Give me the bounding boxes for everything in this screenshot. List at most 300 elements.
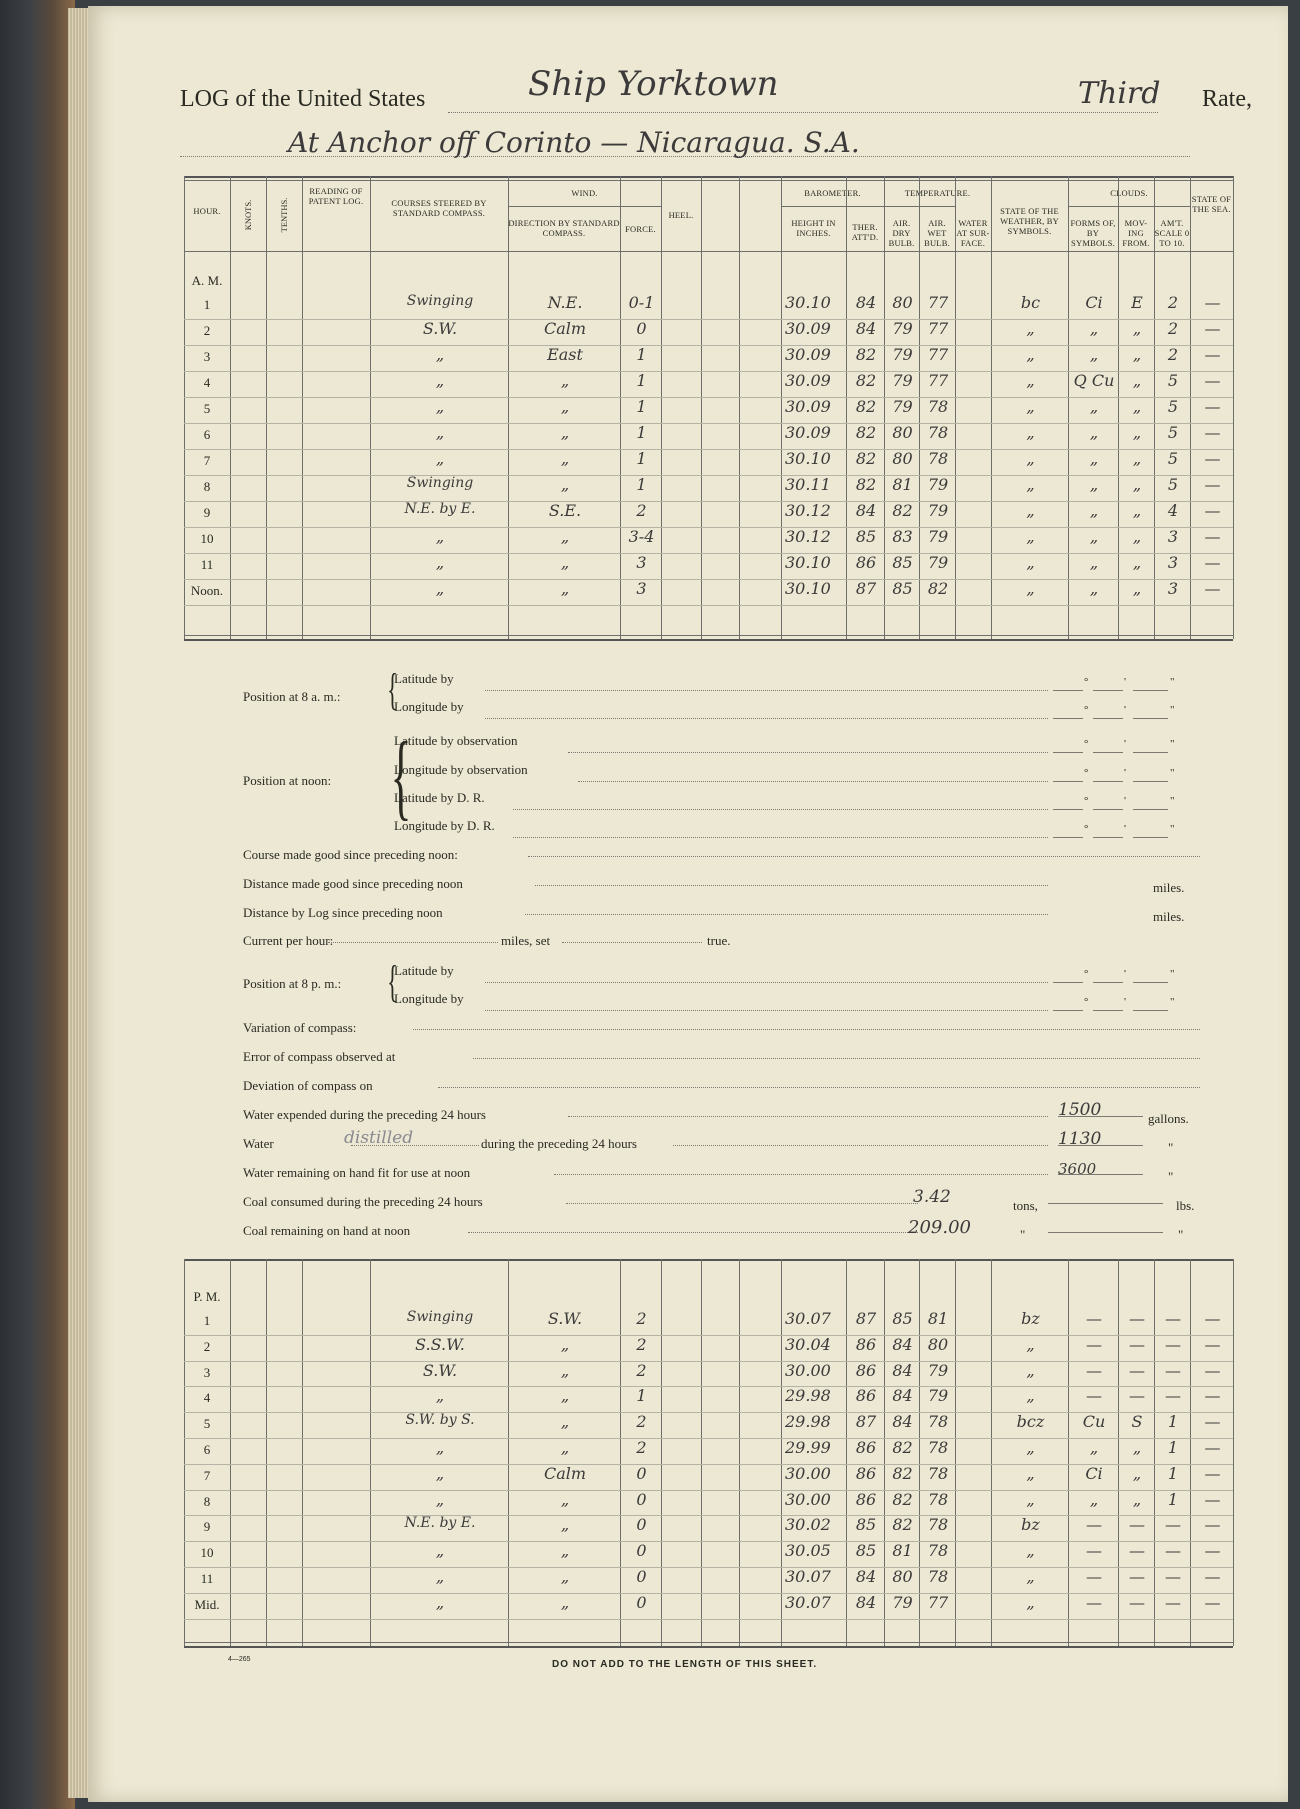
- log-entry-weather: „: [1026, 1463, 1035, 1483]
- log-entry-forms: —: [1086, 1334, 1102, 1354]
- table-column-rule: [1154, 176, 1155, 639]
- length-notice: DO NOT ADD TO THE LENGTH OF THIS SHEET.: [552, 1659, 818, 1670]
- minute-field: [1093, 837, 1123, 838]
- log-entry-wet: 77: [927, 345, 949, 364]
- leader-line: [568, 1116, 1048, 1117]
- log-entry-wet: 77: [927, 293, 949, 312]
- minute-field: [1093, 781, 1123, 782]
- log-entry-sea: —: [1204, 319, 1221, 338]
- second-field: [1133, 982, 1168, 983]
- coal-consumed-label: Coal consumed during the preceding 24 hours: [243, 1194, 483, 1209]
- log-entry-force: 1: [636, 345, 647, 364]
- log-entry-forms: „: [1089, 501, 1099, 520]
- log-entry-dir: N.E.: [547, 293, 583, 312]
- log-entry-wet: 82: [927, 579, 949, 598]
- log-entry-weather: bz: [1021, 1309, 1040, 1328]
- log-entry-sea: —: [1204, 579, 1221, 598]
- degree-field: [1053, 809, 1083, 810]
- leader-line: [468, 1232, 918, 1233]
- log-entry-dir: S.W.: [547, 1309, 583, 1328]
- latitude-8pm-label: Latitude by: [394, 963, 454, 978]
- form-number: 4—265: [228, 1656, 251, 1663]
- temperature-header: TEMPERATURE.: [904, 188, 971, 198]
- hour-cell: Noon.: [190, 583, 224, 598]
- hour-cell: 4: [203, 375, 211, 390]
- current-label: Current per hour:: [243, 933, 334, 948]
- log-entry-wet: 78: [927, 449, 949, 468]
- table-bottom-rule: [184, 639, 1233, 641]
- log-entry-ther: 82: [855, 345, 877, 364]
- log-entry-amount: 5: [1167, 397, 1179, 416]
- leader-line: [554, 1174, 1048, 1175]
- log-entry-course: S.W. by S.: [405, 1412, 475, 1429]
- log-entry-height: 29.99: [785, 1438, 831, 1457]
- log-entry-height: 29.98: [785, 1412, 831, 1432]
- log-entry-moving: „: [1132, 371, 1142, 390]
- second-field: [1133, 781, 1168, 782]
- log-entry-course: „: [435, 1386, 445, 1406]
- log-entry-weather: bz: [1021, 1515, 1040, 1535]
- log-entry-wet: 78: [927, 1541, 949, 1561]
- minute-mark: ': [1124, 704, 1126, 716]
- log-entry-sea: —: [1204, 1412, 1221, 1432]
- log-entry-dry: 82: [892, 1463, 913, 1483]
- log-entry-dry: 79: [892, 1592, 913, 1612]
- hour-cell: 7: [203, 1467, 211, 1483]
- log-entry-moving: —: [1129, 1386, 1145, 1406]
- gallons-unit: gallons.: [1148, 1111, 1189, 1126]
- table-column-rule: [781, 176, 782, 639]
- log-entry-dry: 83: [892, 527, 913, 546]
- log-entry-height: 30.02: [785, 1515, 831, 1535]
- section-label: P. M.: [193, 1289, 221, 1304]
- log-entry-wet: 77: [927, 371, 949, 390]
- log-entry-weather: „: [1026, 449, 1035, 468]
- hour-cell: 7: [203, 453, 211, 468]
- log-entry-course: „: [435, 1438, 445, 1457]
- log-entry-force: 0: [636, 319, 647, 338]
- log-entry-ther: 86: [855, 1463, 877, 1483]
- log-entry-ther: 84: [855, 1567, 877, 1586]
- log-entry-sea: —: [1204, 501, 1221, 520]
- log-entry-wet: 78: [927, 423, 949, 442]
- log-entry-course: Swinging: [406, 293, 474, 309]
- log-entry-amount: 1: [1167, 1489, 1179, 1509]
- log-entry-amount: 3: [1167, 527, 1179, 546]
- degree-field: [1053, 982, 1083, 983]
- log-entry-course: S.S.W.: [415, 1334, 465, 1354]
- degree-mark: °: [1084, 676, 1089, 688]
- log-entry-height: 30.00: [785, 1463, 831, 1483]
- log-entry-course: „: [435, 579, 445, 598]
- log-entry-weather: „: [1026, 371, 1035, 390]
- table-column-rule: [1118, 1259, 1119, 1646]
- coal-rem-lbs-field: [1048, 1232, 1163, 1233]
- log-entry-sea: —: [1204, 1309, 1221, 1328]
- table-column-rule: [955, 176, 956, 639]
- log-entry-forms: „: [1089, 397, 1099, 416]
- minute-mark: ': [1124, 676, 1126, 688]
- table-column-rule: [846, 176, 847, 639]
- wind-force-header: FORCE.: [625, 224, 656, 234]
- coal-remaining-value: 209.00: [908, 1217, 971, 1238]
- second-field: [1133, 752, 1168, 753]
- baro-subrule: [781, 206, 955, 207]
- water-remaining-label: Water remaining on hand fit for use at noon: [243, 1165, 471, 1180]
- log-entry-forms: Ci: [1085, 1463, 1103, 1483]
- hour-cell: 1: [203, 1313, 211, 1328]
- log-entry-ther: 84: [855, 293, 877, 312]
- degree-mark: °: [1084, 767, 1089, 779]
- log-entry-course: „: [435, 397, 445, 416]
- hour-cell: 8: [203, 479, 211, 494]
- log-entry-dir: East: [547, 345, 583, 364]
- log-entry-moving: S: [1131, 1412, 1143, 1432]
- log-entry-course: „: [435, 371, 445, 390]
- log-entry-weather: „: [1026, 553, 1035, 572]
- log-entry-course: „: [435, 423, 445, 442]
- sea-header: STATE OF THE SEA.: [1191, 194, 1232, 214]
- log-entry-dry: 82: [892, 1489, 913, 1509]
- degree-mark: °: [1084, 795, 1089, 807]
- table-bottom-rule-2: [184, 1642, 1233, 1643]
- log-entry-course: Swinging: [406, 475, 474, 491]
- log-entry-force: 1: [636, 1386, 647, 1406]
- log-entry-dir: „: [560, 1438, 570, 1457]
- log-entry-amount: 2: [1167, 345, 1179, 364]
- log-entry-moving: „: [1132, 1438, 1142, 1457]
- log-entry-dry: 85: [892, 1309, 913, 1328]
- hour-cell: 9: [203, 1519, 211, 1535]
- position-8pm-label: Position at 8 p. m.:: [243, 976, 342, 991]
- knots-header: KNOTS.: [243, 199, 253, 231]
- hour-cell: 5: [203, 401, 211, 416]
- table-column-rule: [1233, 176, 1234, 639]
- brace-8pm: {: [387, 957, 398, 1006]
- log-entry-moving: „: [1132, 527, 1142, 546]
- log-entry-force: 0: [636, 1515, 647, 1535]
- log-entry-weather: „: [1026, 1541, 1035, 1561]
- log-entry-amount: 5: [1167, 423, 1179, 442]
- table-column-rule: [508, 1259, 509, 1646]
- log-entry-moving: —: [1129, 1567, 1145, 1586]
- wind-direction-header: DIRECTION BY STANDARD COMPASS.: [508, 218, 620, 238]
- heel-header: HEEL.: [668, 210, 694, 220]
- log-entry-moving: —: [1129, 1360, 1145, 1380]
- log-entry-wet: 79: [927, 1386, 949, 1406]
- log-entry-height: 30.11: [785, 475, 831, 494]
- log-entry-sea: —: [1204, 293, 1221, 312]
- water-distilled-value: 1130: [1058, 1129, 1102, 1149]
- hour-cell: 9: [203, 505, 211, 520]
- course-good-label: Course made good since preceding noon:: [243, 847, 458, 862]
- log-entry-forms: „: [1089, 475, 1099, 494]
- log-entry-moving: „: [1132, 397, 1142, 416]
- log-entry-moving: —: [1129, 1541, 1145, 1561]
- hour-cell: 1: [203, 297, 211, 312]
- minute-field: [1093, 1010, 1123, 1011]
- baro-ther-header: THER. ATT'D.: [851, 222, 879, 242]
- brace-noon: {: [390, 722, 412, 829]
- log-entry-amount: 5: [1167, 449, 1179, 468]
- log-entry-wet: 77: [927, 1592, 949, 1612]
- second-field: [1133, 1010, 1168, 1011]
- table-top-rule: [184, 1259, 1233, 1261]
- hour-cell: 11: [200, 557, 214, 572]
- log-entry-sea: —: [1204, 397, 1221, 416]
- log-entry-wet: 80: [927, 1334, 949, 1354]
- log-entry-wet: 78: [927, 1412, 949, 1432]
- log-entry-dir: „: [560, 1567, 570, 1586]
- log-entry-sea: —: [1204, 423, 1221, 442]
- leader-line: [485, 690, 1048, 691]
- table-bottom-rule-2: [184, 635, 1233, 636]
- log-entry-sea: —: [1204, 371, 1221, 390]
- log-entry-weather: „: [1026, 397, 1035, 416]
- log-entry-moving: „: [1132, 579, 1142, 598]
- set-leader: [562, 942, 702, 943]
- log-entry-height: 30.09: [785, 371, 831, 390]
- log-entry-weather: „: [1026, 423, 1035, 442]
- deviation-label: Deviation of compass on: [243, 1078, 373, 1093]
- log-entry-sea: —: [1204, 1541, 1221, 1561]
- log-entry-weather: „: [1026, 345, 1035, 364]
- water-kind-value: distilled: [344, 1128, 414, 1148]
- hour-cell: 10: [200, 1545, 214, 1561]
- log-entry-forms: —: [1086, 1309, 1102, 1328]
- coal-remaining-label: Coal remaining on hand at noon: [243, 1223, 411, 1238]
- log-entry-moving: —: [1129, 1334, 1145, 1354]
- table-column-rule: [184, 176, 185, 639]
- log-entry-forms: —: [1086, 1567, 1102, 1586]
- log-entry-amount: 3: [1167, 553, 1179, 572]
- table-column-rule: [781, 1259, 782, 1646]
- log-entry-amount: 5: [1167, 475, 1179, 494]
- log-entry-moving: „: [1132, 423, 1142, 442]
- log-entry-wet: 78: [927, 1438, 949, 1457]
- leader-line: [673, 1145, 1048, 1146]
- log-entry-moving: E: [1131, 293, 1143, 312]
- title-rule: [448, 112, 1158, 113]
- lbs-unit: lbs.: [1176, 1198, 1195, 1213]
- log-entry-dir: „: [560, 475, 570, 494]
- log-entry-course: „: [435, 345, 445, 364]
- hour-header: HOUR.: [193, 206, 221, 216]
- book-binding: [0, 0, 75, 1809]
- leader-line: [413, 1029, 1200, 1030]
- coal-lbs-field: [1048, 1203, 1163, 1204]
- table-column-rule: [230, 176, 231, 639]
- air-wet-header: AIR. WET BULB.: [924, 218, 950, 248]
- log-entry-dry: 81: [892, 1541, 913, 1561]
- degree-field: [1053, 837, 1083, 838]
- barometer-header: BAROMETER.: [804, 188, 861, 198]
- rate-label: Rate,: [1202, 86, 1252, 112]
- log-entry-wet: 78: [927, 1515, 949, 1535]
- table-column-rule: [955, 1259, 956, 1646]
- hour-cell: 5: [203, 1416, 211, 1432]
- table-column-rule: [1233, 1259, 1234, 1646]
- degree-field: [1053, 718, 1083, 719]
- hour-cell: 3: [203, 1364, 211, 1380]
- log-entry-force: 1: [636, 371, 647, 390]
- log-entry-weather: bcz: [1016, 1412, 1045, 1432]
- ditto-4: ": [1178, 1227, 1184, 1242]
- hour-cell: 3: [203, 349, 211, 364]
- log-entry-moving: „: [1132, 449, 1142, 468]
- log-entry-ther: 82: [855, 475, 877, 494]
- table-column-rule: [991, 1259, 992, 1646]
- second-mark: ": [1170, 968, 1175, 980]
- miles-set-label: miles, set: [501, 933, 551, 948]
- log-entry-course: „: [435, 527, 445, 546]
- second-field: [1133, 809, 1168, 810]
- hour-cell: 6: [203, 427, 211, 442]
- current-leader: [328, 942, 498, 943]
- log-entry-dir: „: [560, 1515, 570, 1535]
- leader-line: [513, 837, 1048, 838]
- log-entry-ther: 85: [855, 1541, 877, 1561]
- log-entry-course: „: [435, 1567, 445, 1586]
- log-entry-dir: „: [560, 527, 570, 546]
- log-entry-amount: —: [1165, 1334, 1181, 1354]
- coal-consumed-value: 3.42: [913, 1187, 951, 1207]
- log-entry-amount: 1: [1167, 1438, 1179, 1457]
- position-8am-label: Position at 8 a. m.:: [243, 689, 341, 704]
- table-column-rule: [1068, 176, 1069, 639]
- minute-mark: ': [1124, 795, 1126, 807]
- log-entry-height: 29.98: [785, 1386, 831, 1406]
- log-entry-amount: —: [1165, 1567, 1181, 1586]
- log-entry-height: 30.12: [785, 527, 831, 546]
- water-label: Water: [243, 1136, 274, 1151]
- log-entry-height: 30.07: [785, 1309, 831, 1328]
- second-mark: ": [1170, 823, 1175, 835]
- degree-field: [1053, 690, 1083, 691]
- log-entry-ther: 86: [855, 1489, 877, 1509]
- table-column-rule: [884, 176, 885, 639]
- water-remaining-value: 3600: [1058, 1160, 1097, 1178]
- log-entry-weather: „: [1026, 1489, 1035, 1509]
- log-entry-weather: „: [1026, 1386, 1035, 1406]
- log-entry-height: 30.10: [785, 553, 831, 572]
- log-entry-ther: 82: [855, 397, 877, 416]
- table-column-rule: [701, 1259, 702, 1646]
- log-entry-dry: 82: [892, 501, 913, 520]
- baro-height-header: HEIGHT IN INCHES.: [791, 218, 836, 238]
- section-label: A. M.: [191, 273, 223, 288]
- log-entry-height: 30.09: [785, 319, 831, 338]
- leader-line: [473, 1058, 1200, 1059]
- hour-cell: 11: [200, 1571, 214, 1586]
- brace-8am: {: [387, 665, 398, 714]
- log-entry-moving: „: [1132, 1489, 1142, 1509]
- log-entry-forms: —: [1086, 1360, 1102, 1380]
- minute-mark: ': [1124, 767, 1126, 779]
- latitude-obs-label: Latitude by observation: [394, 733, 518, 748]
- log-entry-force: 2: [636, 1309, 647, 1328]
- table-column-rule: [266, 1259, 267, 1646]
- hour-cell: 2: [203, 1338, 211, 1354]
- log-entry-moving: „: [1132, 553, 1142, 572]
- log-entry-moving: „: [1132, 501, 1142, 520]
- hour-cell: 6: [203, 1442, 211, 1457]
- log-entry-weather: „: [1026, 579, 1035, 598]
- log-entry-weather: „: [1026, 1334, 1035, 1354]
- log-entry-dir: „: [560, 1386, 570, 1406]
- log-entry-force: 3-4: [628, 527, 655, 546]
- log-entry-course: N.E. by E.: [404, 1515, 476, 1532]
- log-entry-height: 30.04: [785, 1334, 831, 1354]
- degree-mark: °: [1084, 968, 1089, 980]
- log-entry-dir: „: [560, 1592, 570, 1612]
- log-entry-height: 30.09: [785, 423, 831, 442]
- second-mark: ": [1170, 738, 1175, 750]
- log-entry-sea: —: [1204, 1489, 1221, 1509]
- log-entry-dry: 80: [892, 1567, 913, 1586]
- log-entry-weather: „: [1026, 501, 1035, 520]
- log-entry-dir: S.E.: [548, 501, 582, 520]
- log-entry-dry: 80: [892, 449, 913, 468]
- ship-name: Ship Yorktown: [528, 64, 779, 104]
- log-entry-ther: 86: [855, 1334, 877, 1354]
- leader-line: [566, 1203, 918, 1204]
- log-entry-wet: 81: [927, 1309, 949, 1328]
- table-column-rule: [919, 1259, 920, 1646]
- log-entry-weather: „: [1026, 1438, 1035, 1457]
- table-column-rule: [302, 176, 303, 639]
- log-entry-sea: —: [1204, 553, 1221, 572]
- table-column-rule: [230, 1259, 231, 1646]
- log-entry-moving: „: [1132, 319, 1142, 338]
- log-entry-force: 0: [636, 1567, 647, 1586]
- log-entry-dry: 84: [892, 1360, 913, 1380]
- second-mark: ": [1170, 996, 1175, 1008]
- log-entry-dry: 84: [892, 1412, 913, 1432]
- log-entry-dry: 79: [892, 397, 913, 416]
- log-entry-forms: „: [1089, 527, 1099, 546]
- log-entry-forms: Ci: [1085, 293, 1103, 312]
- table-column-rule: [508, 176, 509, 639]
- log-entry-forms: Cu: [1082, 1412, 1106, 1432]
- log-entry-sea: —: [1204, 1334, 1221, 1354]
- log-entry-force: 3: [636, 553, 647, 572]
- water-expended-value: 1500: [1058, 1100, 1102, 1120]
- log-entry-amount: —: [1165, 1541, 1181, 1561]
- log-entry-moving: „: [1132, 1463, 1142, 1483]
- log-entry-weather: „: [1026, 475, 1035, 494]
- log-entry-moving: —: [1129, 1309, 1145, 1328]
- log-entry-dry: 79: [892, 345, 913, 364]
- log-entry-weather: „: [1026, 1567, 1035, 1586]
- log-entry-amount: 4: [1167, 501, 1179, 520]
- hour-cell: 10: [200, 531, 214, 546]
- log-entry-dry: 79: [892, 319, 913, 338]
- water-during-label: during the preceding 24 hours: [481, 1136, 637, 1151]
- minute-field: [1093, 752, 1123, 753]
- degree-mark: °: [1084, 738, 1089, 750]
- log-entry-wet: 79: [927, 501, 949, 520]
- log-entry-weather: bc: [1020, 293, 1041, 312]
- log-entry-forms: „: [1089, 1438, 1099, 1457]
- cloud-amount-header: AM'T. SCALE 0 TO 10.: [1154, 218, 1190, 248]
- log-entry-moving: „: [1132, 345, 1142, 364]
- longitude-obs-label: Longitude by observation: [394, 762, 528, 777]
- log-entry-forms: „: [1089, 449, 1099, 468]
- log-entry-sea: —: [1204, 1386, 1221, 1406]
- tons-unit: tons,: [1013, 1198, 1038, 1213]
- log-entry-force: 2: [636, 1438, 647, 1457]
